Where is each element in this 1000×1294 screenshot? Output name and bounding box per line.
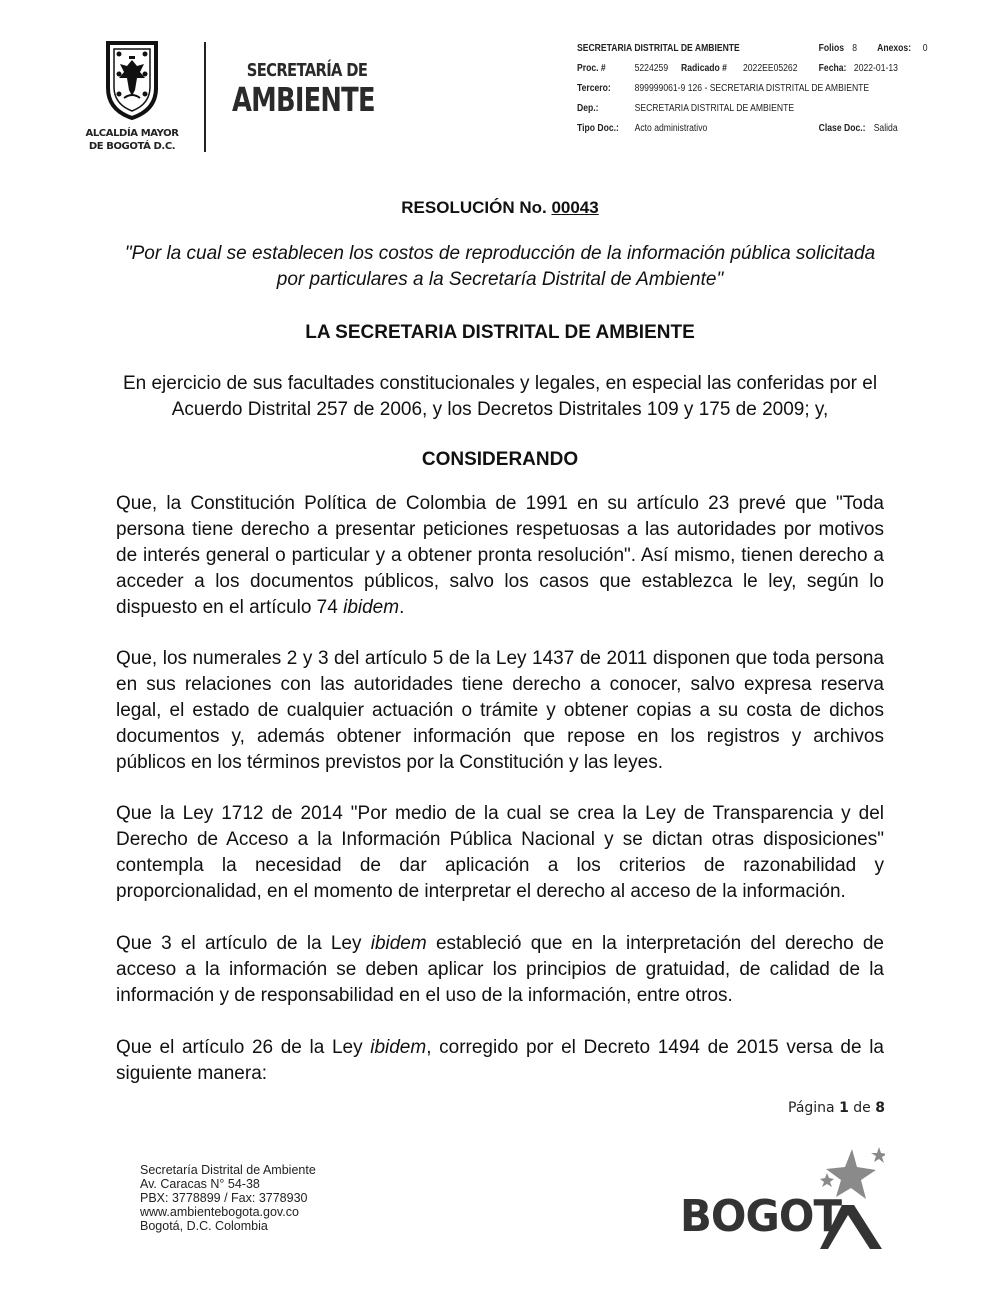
anexos-value: 0 — [922, 43, 928, 54]
secretaria-ambiente-logo — [232, 60, 415, 117]
footer-line: Secretaría Distrital de Ambiente — [140, 1163, 316, 1177]
considerando-heading: CONSIDERANDO — [421, 449, 579, 470]
coat-of-arms-icon — [105, 40, 159, 120]
folios-value: 8 — [852, 43, 857, 54]
authority-heading: LA SECRETARIA DISTRITAL DE AMBIENTE — [305, 322, 695, 343]
resolution-subtitle: "Por la cual se establecen los costos de reproducción de la información pública solicitada por particulares a la Secretaría Distrital de Ambiente" — [124, 243, 876, 290]
tercero-label: Tercero: — [577, 83, 611, 94]
filing-stamp — [577, 42, 928, 142]
tipo-doc-label: Tipo Doc.: — [577, 123, 619, 134]
folios-label: Folios — [818, 43, 844, 54]
alcaldia-line-2: DE BOGOTÁ D.C. — [88, 141, 176, 152]
radicado-value: 2022EE05262 — [742, 63, 798, 74]
sda-logo-line-2: AMBIENTE — [232, 80, 375, 119]
header-divider — [204, 42, 206, 152]
dep-value: SECRETARIA DISTRITAL DE AMBIENTE — [634, 103, 795, 114]
proc-label: Proc. # — [577, 63, 606, 74]
considerando-paragraph-3: Que la Ley 1712 de 2014 "Por medio de la cual se crea la Ley de Transparencia y del Derecho de Acceso a la Información Pública Nacional y se dictan otras disposiciones" contempla la necesidad de dar aplicación a los criterios de razonabilidad y proporcionalidad, en el momento de interpretar el derecho al acceso de la información. — [116, 803, 884, 902]
fecha-label: Fecha: — [818, 63, 847, 74]
alcaldia-logo — [82, 40, 182, 153]
page-number: Página 1 de 8 — [788, 1100, 885, 1116]
footer-address — [140, 1163, 316, 1233]
dep-label: Dep.: — [577, 103, 599, 114]
tercero-value: 899999061-9 126 - SECRETARIA DISTRITAL DE AMBIENTE — [634, 83, 870, 94]
footer-line: PBX: 3778899 / Fax: 3778930 — [140, 1191, 308, 1205]
resolution-number: 00043 — [551, 198, 599, 217]
resolution-title-prefix: RESOLUCIÓN No. — [401, 198, 552, 217]
footer-line: www.ambientebogota.gov.co — [140, 1205, 299, 1219]
radicado-label: Radicado # — [681, 63, 727, 74]
proc-value: 5224259 — [634, 63, 669, 74]
considerando-paragraph-1: Que, la Constitución Política de Colombia de 1991 en su artículo 23 prevé que "Toda persona tiene derecho a presentar peticiones respetuosas a las autoridades por motivos de interés general o particular y a obtener pronta resolución". Así mismo, tienen derecho a acceder a los documentos públicos, salvo los casos que establezca le ley, según lo dispuesto en el artículo 74 ibidem. — [116, 493, 884, 618]
considerando-paragraph-2: Que, los numerales 2 y 3 del artículo 5 de la Ley 1437 de 2011 disponen que toda persona en sus relaciones con las autoridades tiene derecho a conocer, salvo expresa reserva legal, el estado de cualquier actuación o trámite y obtener copias a su costa de dichos documentos y, además obtener información que repose en los registros y archivos públicos en los términos previstos por la Constitución y las leyes. — [116, 648, 884, 773]
footer-line: Av. Caracas N° 54-38 — [140, 1177, 260, 1191]
sda-logo-line-1: SECRETARÍA DE — [246, 60, 368, 81]
tipo-doc-value: Acto administrativo — [634, 123, 708, 134]
footer-line: Bogotá, D.C. Colombia — [140, 1219, 268, 1233]
intro-paragraph: En ejercicio de sus facultades constitucionales y legales, en especial las conferidas por el Acuerdo Distrital 257 de 2006, y los Decretos Distritales 109 y 175 de 2009; y, — [122, 373, 878, 420]
bogota-logo-text: BOGOT — [680, 1191, 842, 1242]
stamp-entity: SECRETARIA DISTRITAL DE AMBIENTE — [577, 43, 740, 54]
considerando-paragraph-4: Que 3 el artículo de la Ley ibidem estableció que en la interpretación del derecho de acceso a la información se deben aplicar los principios de gratuidad, de calidad de la información y de responsabilidad en el uso de la información, entre otros. — [116, 933, 884, 1006]
clase-doc-label: Clase Doc.: — [818, 123, 866, 134]
alcaldia-line-1: ALCALDÍA MAYOR — [85, 128, 179, 139]
considerando-paragraph-5: Que el artículo 26 de la Ley ibidem, corregido por el Decreto 1494 de 2015 versa de la siguiente manera: — [116, 1037, 885, 1084]
anexos-label: Anexos: — [877, 43, 912, 54]
fecha-value: 2022-01-13 — [853, 63, 898, 74]
bogota-logo — [680, 1145, 885, 1255]
resolution-title — [0, 198, 1000, 218]
clase-doc-value: Salida — [873, 123, 898, 134]
